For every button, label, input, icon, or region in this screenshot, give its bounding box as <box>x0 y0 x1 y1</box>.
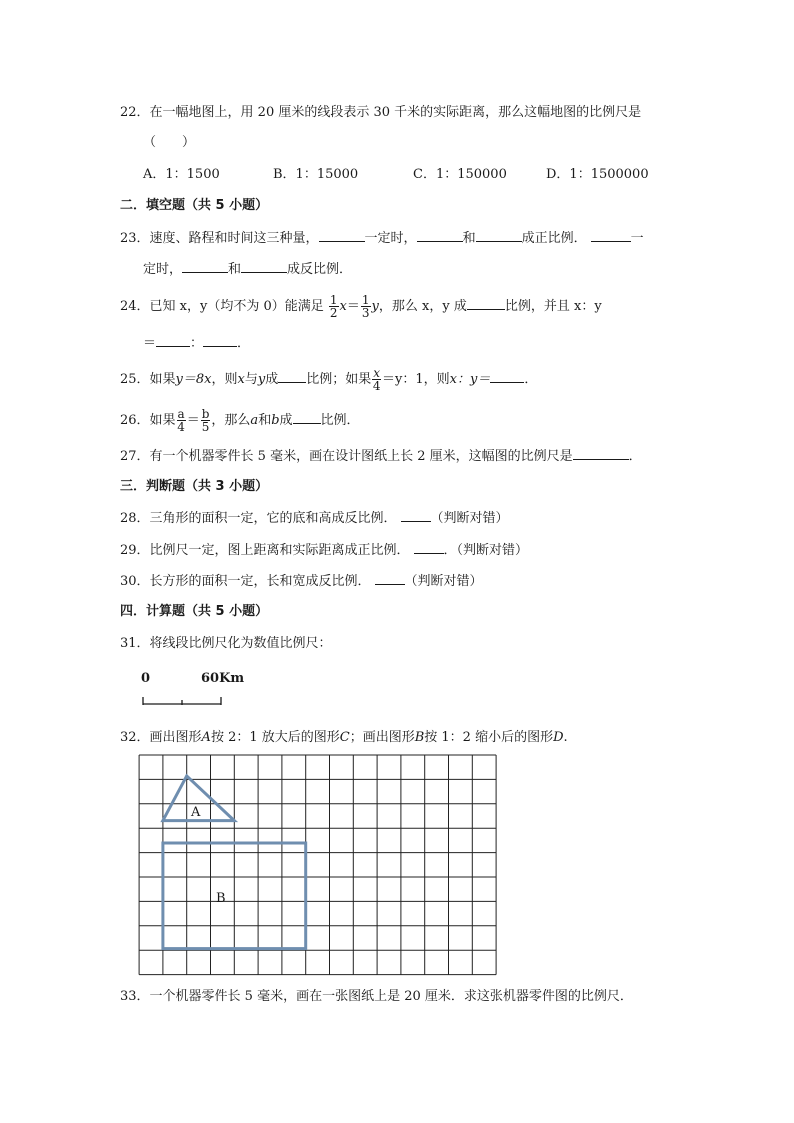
var-b: b <box>271 413 280 428</box>
q25-text: ＝y：1，则 <box>382 372 450 387</box>
q25-text: 与 <box>244 372 258 387</box>
q25-line <box>120 367 537 392</box>
q24-line1 <box>120 294 602 319</box>
var-a: a <box>250 413 259 428</box>
grid-lines <box>139 755 496 975</box>
q24-text: ． <box>237 336 251 351</box>
section-heading-fill-in: 二．填空题（共 5 小题） <box>120 198 269 213</box>
q28-line <box>120 509 509 528</box>
q32-line <box>120 729 568 747</box>
equals-sign: ＝ <box>186 413 200 428</box>
var-x: x <box>339 299 347 314</box>
q23-text: 一定时， <box>364 231 417 246</box>
q33-line: 33．一个机器零件长 5 毫米，画在一张图纸上是 20 厘米．求这张机器零件图的比例尺． <box>120 989 633 1004</box>
shape-b-label: B <box>216 891 226 906</box>
q32-text: 32．画出图形 <box>120 730 202 745</box>
q22-option-a: A．1：1500 <box>143 167 220 182</box>
q23-text: 和 <box>462 231 476 246</box>
fraction-numerator: 1 <box>361 293 370 307</box>
q22-option-d: D．1：1500000 <box>546 167 649 182</box>
answer-blank[interactable] <box>203 334 237 347</box>
fraction-denominator: 5 <box>201 420 210 434</box>
q23-line1 <box>120 229 644 248</box>
answer-blank[interactable] <box>375 572 405 585</box>
q27-text: ． <box>628 449 642 464</box>
q23-text: 成正比例． <box>521 231 587 246</box>
q23-text: 23．速度、路程和时间这三种量， <box>120 231 319 246</box>
q26-text: ，那么 <box>211 413 251 428</box>
scale-distance-label: 60Km <box>201 671 245 686</box>
fraction-numerator: b <box>201 407 210 421</box>
q27-line <box>120 447 642 466</box>
fraction-numerator: a <box>177 407 185 421</box>
shape-name-a: A <box>201 730 211 745</box>
q32-text: 按 2：1 放大后的图形 <box>210 730 340 745</box>
shape-name-d: D <box>553 730 564 745</box>
q25-text: 25．如果 <box>120 372 176 387</box>
fraction-denominator: 2 <box>329 306 338 320</box>
q29-line <box>120 541 528 560</box>
q23-text: 成反比例． <box>287 262 353 277</box>
answer-blank[interactable] <box>414 541 444 554</box>
q27-text: 27．有一个机器零件长 5 毫米，画在设计图纸上长 2 厘米，这幅图的比例尺是 <box>120 449 573 464</box>
answer-blank[interactable] <box>467 297 505 310</box>
q26-line <box>120 408 360 433</box>
q25-text: ． <box>524 372 538 387</box>
answer-blank[interactable] <box>476 229 522 242</box>
q29-text: 29．比例尺一定，图上距离和实际距离成正比例． <box>120 543 410 558</box>
answer-blank[interactable] <box>573 447 629 460</box>
fraction-denominator: 4 <box>177 420 185 434</box>
q22-option-c: C．1：150000 <box>413 167 507 182</box>
answer-blank[interactable] <box>293 411 321 424</box>
q25-ratio: x：y＝ <box>449 372 491 387</box>
equals-sign: ＝ <box>346 299 360 314</box>
q23-text: 和 <box>228 262 242 277</box>
fraction-one-third <box>361 294 371 319</box>
answer-blank[interactable] <box>401 509 431 522</box>
scale-zero-label: 0 <box>141 671 151 686</box>
var-y: y <box>257 372 266 387</box>
fraction-numerator: x <box>373 366 381 380</box>
answer-blank[interactable] <box>490 370 524 383</box>
q22-option-b: B．1：15000 <box>273 167 359 182</box>
q24-text: 比例，并且 x：y <box>504 299 602 314</box>
answer-blank[interactable] <box>417 229 463 242</box>
fraction-a-over-4 <box>177 408 186 433</box>
q25-expression: y＝8x <box>175 372 212 387</box>
q23-text: 一 <box>630 231 644 246</box>
q23-text: 定时， <box>143 262 183 277</box>
answer-blank[interactable] <box>182 260 228 273</box>
q30-text: 30．长方形的面积一定，长和宽成反比例． <box>120 574 371 589</box>
q23-line2 <box>143 260 352 279</box>
q28-text: 28．三角形的面积一定，它的底和高成反比例． <box>120 511 397 526</box>
shape-name-c: C <box>339 730 350 745</box>
line-scale-bar <box>130 665 270 715</box>
fraction-denominator: 3 <box>361 306 370 320</box>
q29-text: ．（判断对错） <box>443 543 529 558</box>
answer-blank[interactable] <box>278 370 306 383</box>
grid-figure <box>130 750 504 980</box>
fraction-b-over-5 <box>201 408 211 433</box>
answer-blank[interactable] <box>591 229 631 242</box>
q24-text: ＝ <box>143 336 157 351</box>
answer-blank[interactable] <box>156 334 190 347</box>
fraction-one-half <box>329 294 339 319</box>
q28-text: （判断对错） <box>430 511 509 526</box>
var-x: x <box>237 372 245 387</box>
q26-text: 成 <box>279 413 293 428</box>
q24-text: ，那么 x，y 成 <box>378 299 467 314</box>
section-heading-calculation: 四．计算题（共 5 小题） <box>120 604 269 619</box>
var-y: y <box>371 299 379 314</box>
shape-a-label: A <box>191 805 201 820</box>
fraction-numerator: 1 <box>329 293 338 307</box>
q25-text: 成 <box>265 372 279 387</box>
q26-text: 26．如果 <box>120 413 176 428</box>
q26-text: 和 <box>258 413 272 428</box>
q24-line2 <box>143 334 250 353</box>
q31-stem: 31．将线段比例尺化为数值比例尺： <box>120 636 332 651</box>
q24-text: 24．已知 x，y（均不为 0）能满足 <box>120 299 324 314</box>
fraction-denominator: 4 <box>372 379 381 393</box>
answer-blank[interactable] <box>241 260 287 273</box>
q22-stem: 22．在一幅地图上，用 20 厘米的线段表示 30 千米的实际距离，那么这幅地图的比例尺是 <box>120 105 642 120</box>
q22-answer-paren: （ ） <box>143 135 196 150</box>
q32-text: 按 1：2 缩小后的图形 <box>424 730 554 745</box>
q25-text: 比例；如果 <box>306 372 372 387</box>
q26-text: 比例． <box>320 413 360 428</box>
section-heading-true-false: 三．判断题（共 3 小题） <box>120 479 269 494</box>
q24-text: ： <box>190 336 204 351</box>
shape-name-b: B <box>414 730 425 745</box>
fraction-x-over-4 <box>372 367 381 392</box>
q30-text: （判断对错） <box>404 574 483 589</box>
q30-line <box>120 572 483 591</box>
q32-text: . <box>563 730 568 745</box>
q25-text: ，则 <box>211 372 238 387</box>
answer-blank[interactable] <box>319 229 365 242</box>
q32-text: ；画出图形 <box>349 730 415 745</box>
